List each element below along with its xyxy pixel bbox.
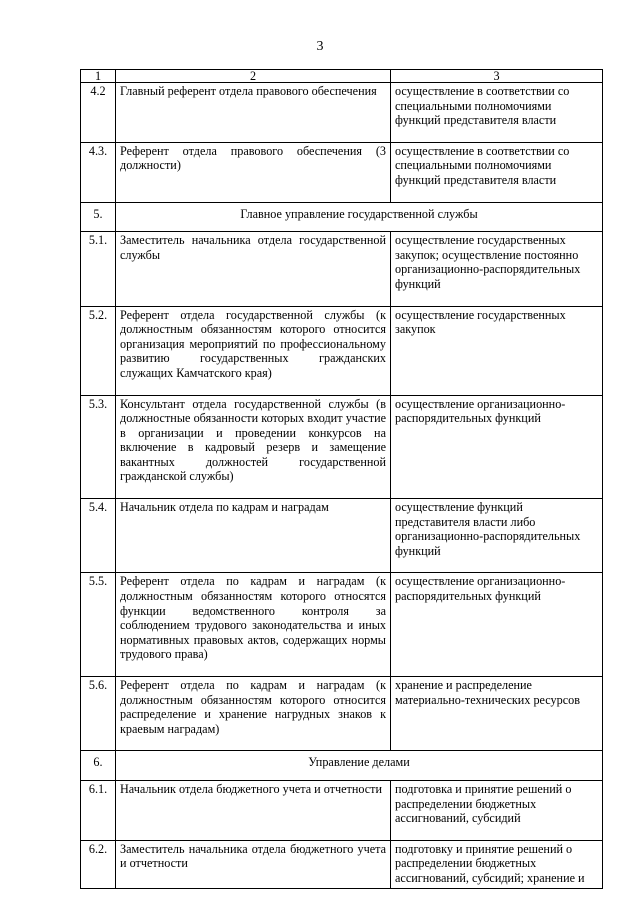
position-title: Начальник отдела по кадрам и наградам <box>116 499 391 573</box>
row-number: 4.2 <box>81 83 116 143</box>
table-row <box>81 573 603 677</box>
position-title: Референт отдела государственной службы (к должностным обязанностям которого относится организация мероприятий по профессиональному развитию государственных гражданских служащих Камчатского края) <box>116 306 391 395</box>
function-description: хранение и распределение материально-технических ресурсов <box>391 677 603 751</box>
position-title: Заместитель начальника отдела бюджетного учета и отчетности <box>116 840 391 888</box>
header-cell-3: 3 <box>391 70 603 83</box>
position-title: Референт отдела по кадрам и наградам (к должностным обязанностям которого относится распределение и хранение нагрудных знаков к краевым наградам) <box>116 677 391 751</box>
table-row <box>81 83 603 143</box>
function-description: осуществление организационно-распорядительных функций <box>391 573 603 677</box>
section-title: Главное управление государственной службы <box>116 202 603 232</box>
row-number: 5.1. <box>81 232 116 306</box>
row-number: 6.2. <box>81 840 116 888</box>
table-row <box>81 780 603 840</box>
page-number: 3 <box>316 39 324 54</box>
section-title: Управление делами <box>116 751 603 781</box>
function-description: осуществление государственных закупок; осуществление постоянно организационно-распорядительных функций <box>391 232 603 306</box>
positions-table <box>80 69 603 889</box>
row-number: 5. <box>81 202 116 232</box>
table-header-row <box>81 70 603 83</box>
table-row <box>81 306 603 395</box>
header-cell-2: 2 <box>116 70 391 83</box>
header-cell-1: 1 <box>81 70 116 83</box>
row-number: 6.1. <box>81 780 116 840</box>
row-number: 5.6. <box>81 677 116 751</box>
position-title: Консультант отдела государственной службы (в должностные обязанности которых входит участие в организации и проведении конкурсов на включение в кадровый резерв и замещение вакантных должностей государственной гражданской службы) <box>116 395 391 499</box>
table-row <box>81 232 603 306</box>
function-description: осуществление государственных закупок <box>391 306 603 395</box>
position-title: Заместитель начальника отдела государственной службы <box>116 232 391 306</box>
table-row <box>81 395 603 499</box>
position-title: Главный референт отдела правового обеспечения <box>116 83 391 143</box>
function-description: осуществление организационно-распорядительных функций <box>391 395 603 499</box>
row-number: 5.3. <box>81 395 116 499</box>
row-number: 5.2. <box>81 306 116 395</box>
function-description: подготовку и принятие решений о распределении бюджетных ассигнований, субсидий; хранение и <box>391 840 603 888</box>
function-description: осуществление в соответствии со специальными полномочиями функций представителя власти <box>391 83 603 143</box>
row-number: 5.5. <box>81 573 116 677</box>
position-title: Референт отдела по кадрам и наградам (к должностным обязанностям которого относятся функции ведомственного контроля за соблюдением трудового законодательства и иных нормативных правовых актов, содержащих нормы трудового права) <box>116 573 391 677</box>
position-title: Референт отдела правового обеспечения (3 должности) <box>116 142 391 202</box>
section-row <box>81 202 603 232</box>
section-row <box>81 751 603 781</box>
row-number: 5.4. <box>81 499 116 573</box>
function-description: подготовка и принятие решений о распределении бюджетных ассигнований, субсидий <box>391 780 603 840</box>
position-title: Начальник отдела бюджетного учета и отчетности <box>116 780 391 840</box>
function-description: осуществление функций представителя власти либо организационно-распорядительных функций <box>391 499 603 573</box>
table-row <box>81 840 603 888</box>
table-row <box>81 677 603 751</box>
row-number: 6. <box>81 751 116 781</box>
function-description: осуществление в соответствии со специальными полномочиями функций представителя власти <box>391 142 603 202</box>
table-row <box>81 142 603 202</box>
row-number: 4.3. <box>81 142 116 202</box>
table-row <box>81 499 603 573</box>
